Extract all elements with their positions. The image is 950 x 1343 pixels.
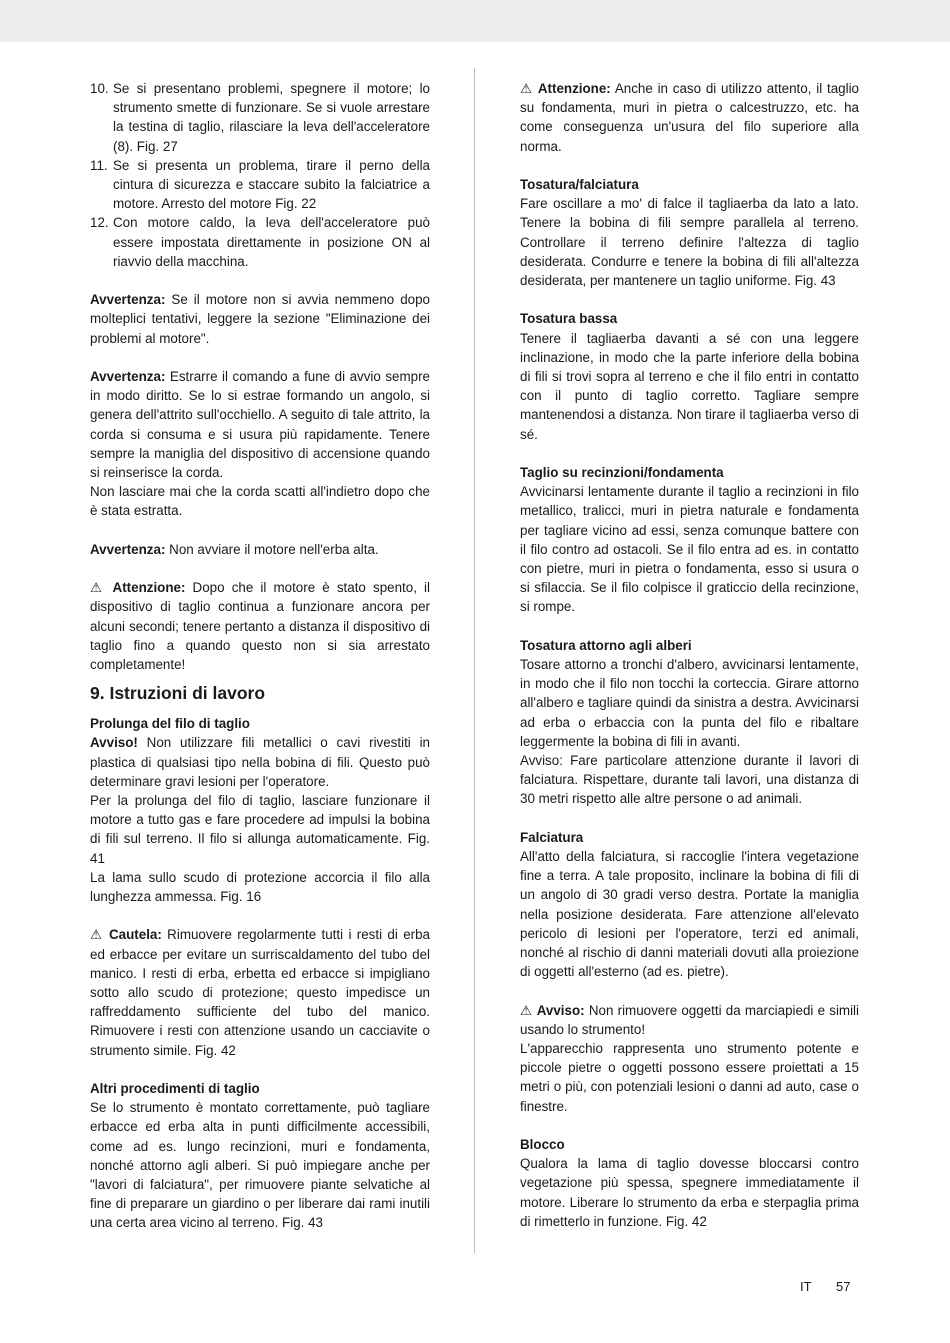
note-tall-grass bbox=[90, 540, 430, 559]
note-restart bbox=[90, 290, 430, 348]
note-text: Non avviare il motore nell'erba alta. bbox=[165, 541, 379, 557]
subheading-fence: Taglio su recinzioni/fondamenta bbox=[520, 465, 724, 481]
warning-icon: ⚠ Avviso: bbox=[520, 1003, 585, 1018]
paragraph: Se lo strumento è montato correttamente, può tagliare erbacce ed erba alta in punti difficilmente accessibili, come ad es. lungo recinzioni, muri e fondamenta, nonché attorno agli alberi. Si può impiegare anche per "lavori di falciatura", per rimuovere piante selvatiche al fine di preparare un giardino o per liberare dai rami inutili una certa area vicino al terreno. Fig. 43 bbox=[90, 1100, 430, 1231]
subheading-block: Blocco bbox=[520, 1137, 565, 1153]
subheading-other: Altri procedimenti di taglio bbox=[90, 1081, 260, 1097]
note-starter-cord bbox=[90, 367, 430, 482]
paragraph: Qualora la lama di taglio dovesse bloccarsi contro vegetazione più spessa, spegnere immediatamente il motore. Liberare lo strumento da erba e sterpaglia prima di rimetterlo in funzione. Fig. 42 bbox=[520, 1156, 859, 1229]
list-item bbox=[90, 213, 430, 271]
paragraph: L'apparecchio rappresenta uno strumento potente e piccole pietre o oggetti possono essere proiettati a 15 metri o più, con potenziali lesioni o danni ad auto, case o finestre. bbox=[520, 1041, 859, 1114]
right-column bbox=[520, 79, 859, 1231]
attention-text: Dopo che il motore è stato spento, il dispositivo di taglio continua a funzionare ancora per alcuni secondi; tenere pertanto a distanza il dispositivo di taglio fino a quando questo non si sia arrestato completamente! bbox=[90, 580, 430, 673]
paragraph: All'atto della falciatura, si raccoglie l'intera vegetazione fine a terra. A tale proposito, inclinare la bobina di fili di un angolo di 30 gradi verso destra. Portate la maniglia nella posizione desiderata. Fare attenzione all'elevato pericolo di lesioni per l'operatore, terzi ed animali, nonché al rischio di danni materiali dovuti alla proiezione di oggetti all'esterno (ad es. pietre). bbox=[520, 849, 859, 980]
warning-icon: ⚠ Attenzione: bbox=[90, 580, 185, 595]
attention-block bbox=[520, 79, 859, 156]
note-label: Avvertenza: bbox=[90, 292, 166, 308]
warning-text: Non utilizzare fili metallici o cavi rivestiti in plastica di qualsiasi tipo nella bobina di fili. Questo può determinare gravi lesioni per l'operatore. bbox=[90, 735, 430, 789]
subheading-extension: Prolunga del filo di taglio bbox=[90, 716, 250, 732]
paragraph: Fare oscillare a mo' di falce il tagliaerba da lato a lato. Tenere la bobina di fili sempre parallela al terreno. Controllare il terreno definire l'altezza di taglio desiderata. Condurre e tenere la bobina di fili all'altezza desiderata, per mantenere un taglio uniforme. Fig. 43 bbox=[520, 196, 859, 289]
note-starter-cord-extra: Non lasciare mai che la corda scatti all'indietro dopo che è stata estratta. bbox=[90, 484, 430, 519]
warning-icon: ⚠ Cautela: bbox=[90, 927, 162, 942]
notice-block bbox=[520, 1001, 859, 1039]
step-text: Se si presentano problemi, spegnere il motore; lo strumento smette di funzionare. Se si vuole arrestare la testina di taglio, rilasciare la leva dell'acceleratore (8). Fig. 27 bbox=[113, 81, 430, 154]
left-column bbox=[90, 79, 430, 1233]
list-item bbox=[90, 156, 430, 214]
warning-label: Avviso! bbox=[90, 735, 138, 751]
top-bar bbox=[0, 0, 950, 42]
subheading-trees: Tosatura attorno agli alberi bbox=[520, 637, 692, 653]
steps-list bbox=[90, 79, 430, 271]
step-text: Se si presenta un problema, tirare il perno della cintura di sicurezza e staccare subito la falciatrice a motore. Arresto del motore Fig. 22 bbox=[113, 157, 430, 212]
note-text: Se il motore non si avvia nemmeno dopo molteplici tentativi, leggere la sezione "Eliminazione dei problemi al motore". bbox=[90, 292, 430, 346]
paragraph: Tenere il tagliaerba davanti a sé con una leggere inclinazione, in modo che la parte inferiore della bobina di fili si trovi sopra al terreno e che il filo entri in contatto con il punto di taglio corretto. Tagliare sempre mantenendosi a distanza. Non tirare il tagliaerba verso di sé. bbox=[520, 330, 859, 442]
step-text: Con motore caldo, la leva dell'acceleratore può essere impostata direttamente in posizione ON al riavvio della macchina. bbox=[113, 215, 430, 269]
section-title: 9. Istruzioni di lavoro bbox=[90, 683, 266, 704]
footer-language: IT bbox=[800, 1279, 812, 1294]
paragraph: Per la prolunga del filo di taglio, lasciare funzionare il motore a tutto gas e fare procedere ad impulsi la bobina di fili sul terreno. Il filo si allunga automaticamente. Fig. 41 bbox=[90, 793, 430, 866]
subheading-low: Tosatura bassa bbox=[520, 311, 618, 327]
note-label: Avvertenza: bbox=[90, 541, 166, 557]
caution-text: Rimuovere regolarmente tutti i resti di erba ed erbacce per evitare un surriscaldamento del tubo del manico. I resti di erba, erbetta ed erbacce si impigliano sotto allo scudo di protezione; questo impedisce un raffreddamento sufficiente del tubo del manico. Rimuovere i resti con attenzione usando un cacciavite o strumento simile. Fig. 42 bbox=[90, 927, 430, 1058]
paragraph: La lama sullo scudo di protezione accorcia il filo alla lunghezza ammessa. Fig. 16 bbox=[90, 869, 430, 905]
column-divider bbox=[474, 68, 475, 1253]
attention-text: Anche in caso di utilizzo attento, il taglio su fondamenta, muri in pietra o calcestruzzo, etc. ha come conseguenza un'usura del filo superiore alla norma. bbox=[520, 81, 859, 154]
list-item bbox=[90, 79, 430, 156]
step-number: 11. bbox=[90, 157, 108, 173]
paragraph: Avviso: Fare particolare attenzione durante il lavori di falciatura. Rispettare, durante tali lavori, una distanza di 30 metri rispetto alle altre persone o ad animali. bbox=[520, 753, 859, 807]
notice-text: Non rimuovere oggetti da marciapiedi e simili usando lo strumento! bbox=[520, 1002, 860, 1037]
warning-block bbox=[90, 733, 430, 791]
attention-block bbox=[90, 578, 430, 674]
subheading-scything: Falciatura bbox=[520, 829, 584, 845]
step-number: 12. bbox=[90, 215, 109, 231]
paragraph: Avvicinarsi lentamente durante il taglio a recinzioni in filo metallico, tralicci, muri in pietra naturale e fondamenta per tagliare vicino ad essi, senza comunque battere con il filo contro ad ostacoli. Se il filo entra ad es. in contatto con pietre, muri in pietra o fondamenta, esso si usura o si sfilaccia. Se il filo colpisce il graticcio della recinzione, si rompe. bbox=[520, 484, 859, 615]
paragraph: Tosare attorno a tronchi d'albero, avvicinarsi lentamente, in modo che il filo non tocchi la corteccia. Girare attorno all'albero e tagliare quindi da sinistra a destra. Avvicinarsi ad erba o erbaccia con la punta del filo e ribaltare leggermente la bobina di fili in avanti. bbox=[520, 657, 859, 749]
page-number: 57 bbox=[836, 1279, 851, 1294]
warning-icon: ⚠ Attenzione: bbox=[520, 81, 611, 96]
caution-block bbox=[90, 925, 430, 1059]
subheading-mowing: Tosatura/falciatura bbox=[520, 177, 639, 192]
note-text: Estrarre il comando a fune di avvio sempre in modo diritto. Se lo si estrae formando un angolo, si genera dell'attrito sull'occhiello. A seguito di tale attrito, la corda si consuma e si usura più rapidamente. Tenere sempre la maniglia del dispositivo di accensione quando si reinserisce la corda. bbox=[90, 369, 430, 481]
note-label: Avvertenza: bbox=[90, 369, 166, 385]
step-number: 10. bbox=[90, 81, 109, 96]
